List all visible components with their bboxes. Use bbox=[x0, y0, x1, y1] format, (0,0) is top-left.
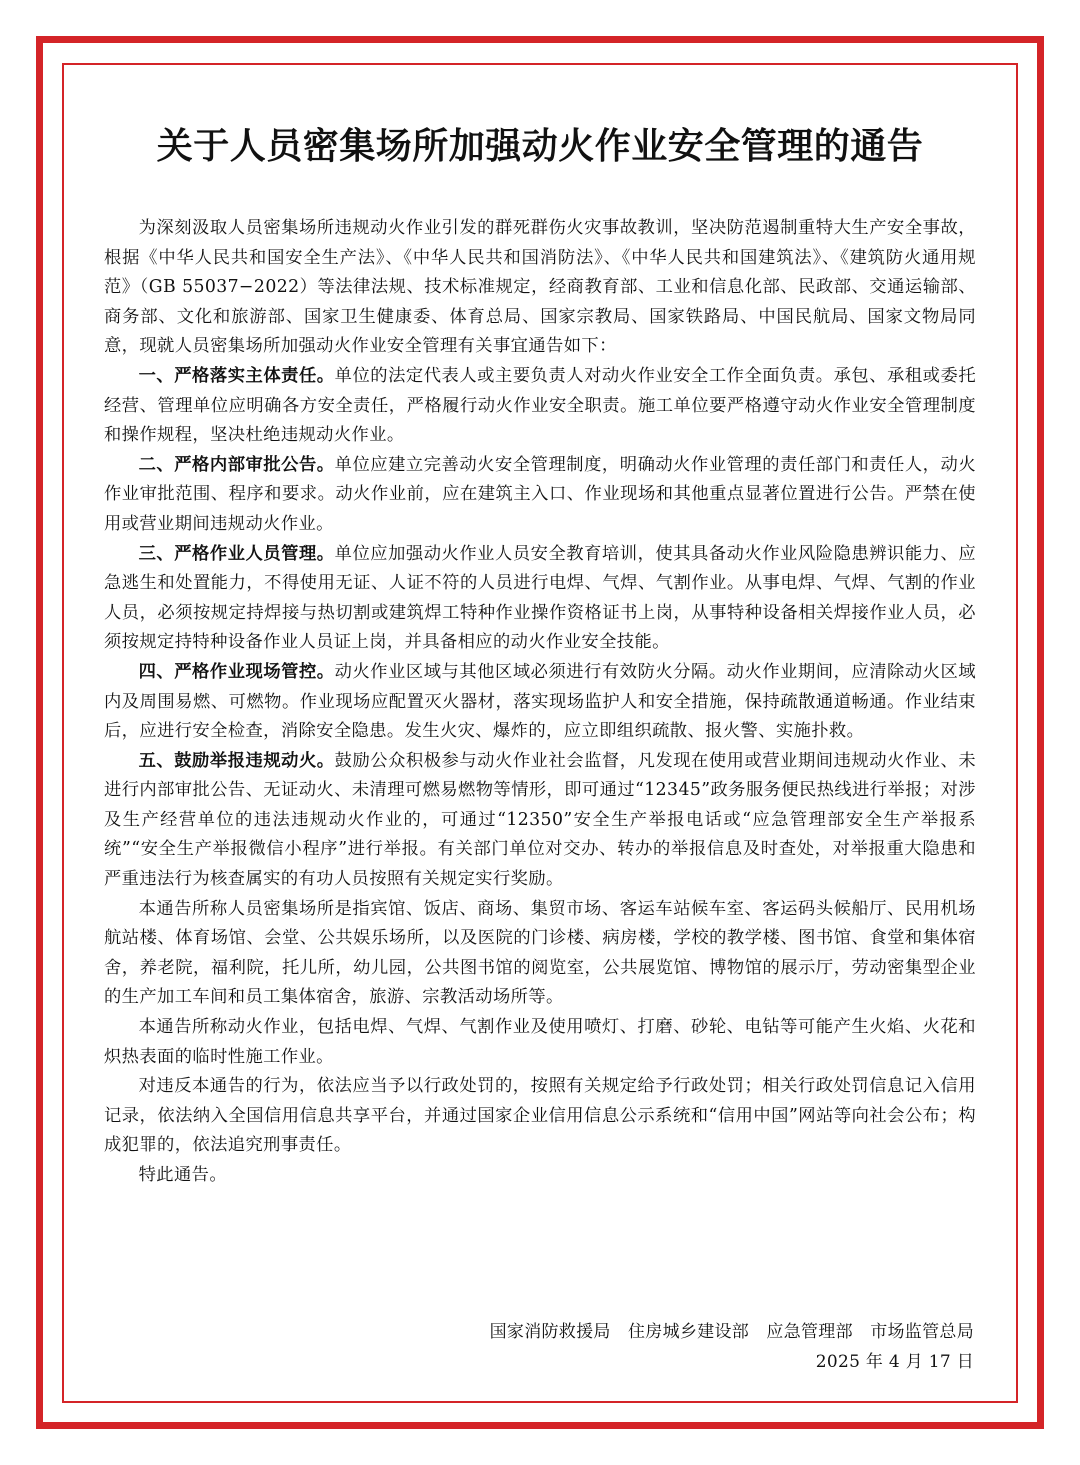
section-1-text: 单位的法定代表人或主要负责人对动火作业安全工作全面负责。承包、承租或委托经营、管理单位应明确各方安全责任，严格履行动火作业安全职责。施工单位要严格遵守动火作业安全管理制度和操作规程，坚决杜绝违规动火作业。 bbox=[104, 365, 977, 446]
section-1 bbox=[104, 362, 976, 451]
section-5-heading: 五、鼓励举报违规动火。 bbox=[138, 750, 335, 771]
section-2-text: 单位应建立完善动火安全管理制度，明确动火作业管理的责任部门和责任人，动火作业审批范围、程序和要求。动火作业前，应在建筑主入口、作业现场和其他重点显著位置进行公告。严禁在使用或营业期间违规动火作业。 bbox=[104, 454, 977, 534]
section-4-heading: 四、严格作业现场管控。 bbox=[138, 661, 335, 682]
definition-places-paragraph: 本通告所称人员密集场所是指宾馆、饭店、商场、集贸市场、客运车站候车室、客运码头候船厅、民用机场航站楼、体育场馆、会堂、公共娱乐场所，以及医院的门诊楼、病房楼，学校的教学楼、图书馆、食堂和集体宿舍，养老院，福利院，托儿所，幼儿园，公共图书馆的阅览室，公共展览馆、博物馆的展示厅，劳动密集型企业的生产加工车间和员工集体宿舍，旅游、宗教活动场所等。 bbox=[104, 898, 976, 1008]
section-5-text: 鼓励公众积极参与动火作业社会监督，凡发现在使用或营业期间违规动火作业、未进行内部审批公告、无证动火、未清理可燃易燃物等情形，即可通过“12345”政务服务便民热线进行举报；对涉及生产经营单位的违法违规动火作业的，可通过“12350”安全生产举报电话或“应急管理部安全生产举报系统”“安全生产举报微信小程序”进行举报。有关部门单位对交办、转办的举报信息及时查处，对举报重大隐患和严重违法行为核查属实的有功人员按照有关规定实行奖励。 bbox=[104, 750, 977, 890]
intro-paragraph: 为深刻汲取人员密集场所违规动火作业引发的群死群伤火灾事故教训，坚决防范遏制重特大生产安全事故，根据《中华人民共和国安全生产法》、《中华人民共和国消防法》、《中华人民共和国建筑法》、《建筑防火通用规范》（GB 55037−2022）等法律法规、技术标准规定，经商教育部、工业和信息化部、民政部、交通运输部、商务部、文化和旅游部、国家卫生健康委、体育总局、国家宗教局、国家铁路局、中国民航局、国家文物局同意，现就人员密集场所加强动火作业安全管理有关事宜通告如下： bbox=[104, 218, 976, 357]
section-3-text: 单位应加强动火作业人员安全教育培训，使其具备动火作业风险隐患辨识能力、应急逃生和处置能力，不得使用无证、人证不符的人员进行电焊、气焊、气割作业。从事电焊、气焊、气割的作业人员，必须按规定持焊接与热切割或建筑焊工特种作业操作资格证书上岗，从事特种设备相关焊接作业人员，必须按规定持特种设备作业人员证上岗，并具备相应的动火作业安全技能。 bbox=[104, 543, 977, 653]
section-1-heading: 一、严格落实主体责任。 bbox=[138, 365, 335, 386]
section-4 bbox=[104, 658, 976, 747]
signatories: 国家消防救援局 住房城乡建设部 应急管理部 市场监管总局 bbox=[489, 1322, 974, 1342]
section-4-text: 动火作业区域与其他区域必须进行有效防火分隔。动火作业期间，应清除动火区域内及周围易燃、可燃物。作业现场应配置灭火器材，落实现场监护人和安全措施，保持疏散通道畅通。作业结束后，应进行安全检查，消除安全隐患。发生火灾、爆炸的，应立即组织疏散、报火警、实施扑救。 bbox=[104, 661, 977, 742]
definition-hotwork-paragraph: 本通告所称动火作业，包括电焊、气焊、气割作业及使用喷灯、打磨、砂轮、电钻等可能产生火焰、火花和炽热表面的临时性施工作业。 bbox=[104, 1017, 976, 1067]
section-2 bbox=[104, 451, 976, 540]
section-3 bbox=[104, 540, 976, 658]
document-body bbox=[104, 214, 976, 1191]
issue-date: 2025 年 4 月 17 日 bbox=[815, 1352, 974, 1372]
section-5 bbox=[104, 747, 976, 895]
section-2-heading: 二、严格内部审批公告。 bbox=[138, 454, 335, 475]
section-3-heading: 三、严格作业人员管理。 bbox=[138, 543, 335, 564]
closing-line: 特此通告。 bbox=[138, 1165, 228, 1185]
penalty-paragraph: 对违反本通告的行为，依法应当予以行政处罚的，按照有关规定给予行政处罚；相关行政处罚信息记入信用记录，依法纳入全国信用信息共享平台，并通过国家企业信用信息公示系统和“信用中国”网站等向社会公布；构成犯罪的，依法追究刑事责任。 bbox=[104, 1076, 976, 1156]
document-title: 关于人员密集场所加强动火作业安全管理的通告 bbox=[156, 125, 924, 167]
